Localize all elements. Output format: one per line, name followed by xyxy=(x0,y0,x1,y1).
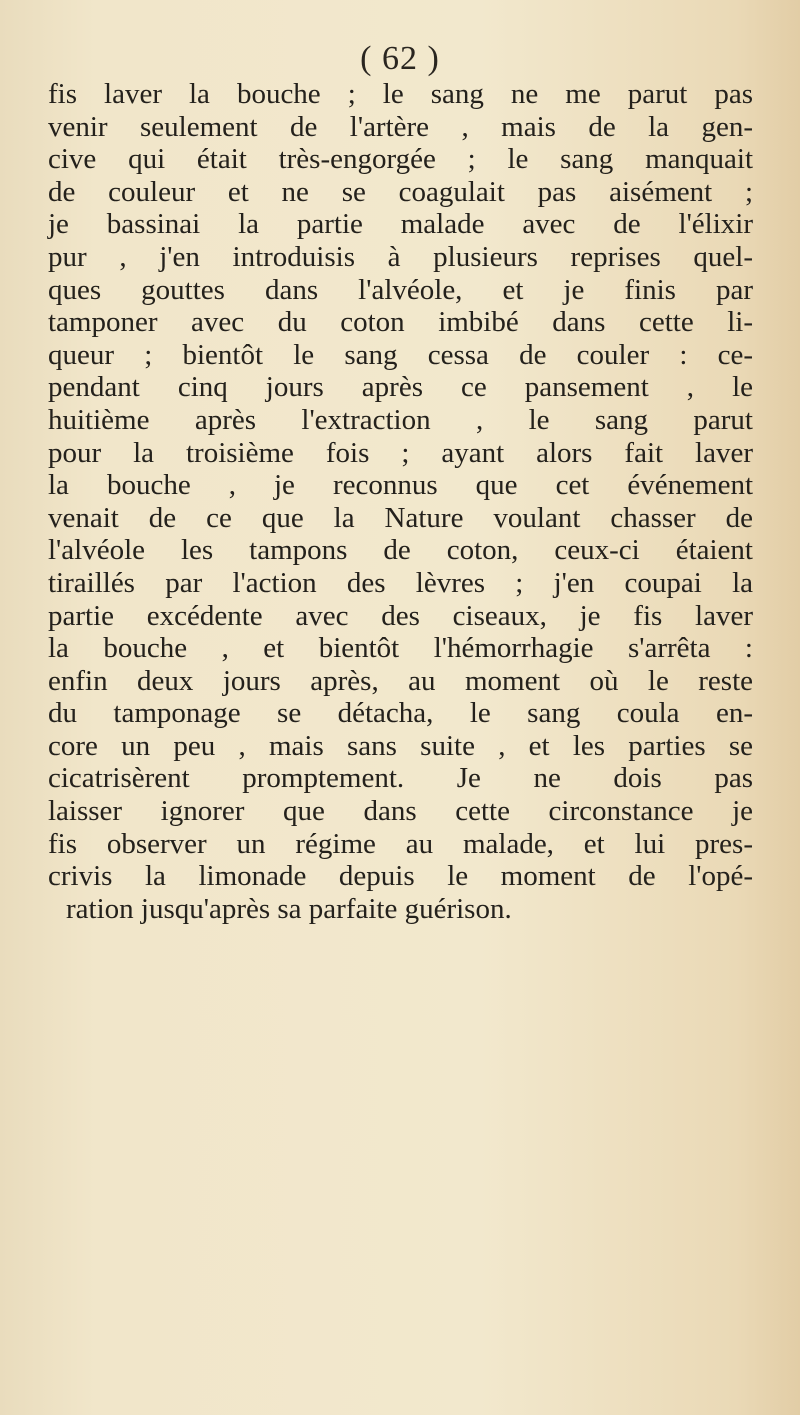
text-line: venir seulement de l'artère , mais de la gen- xyxy=(48,110,753,143)
body-text xyxy=(48,78,753,925)
text-line: ration jusqu'après sa parfaite guérison. xyxy=(66,892,512,925)
text-line: partie excédente avec des ciseaux, je fis laver xyxy=(48,599,753,632)
text-line: tiraillés par l'action des lèvres ; j'en coupai la xyxy=(48,566,753,599)
text-line: pour la troisième fois ; ayant alors fait laver xyxy=(48,436,753,469)
text-line: pur , j'en introduisis à plusieurs reprises quel- xyxy=(48,240,753,273)
text-line: ques gouttes dans l'alvéole, et je finis par xyxy=(48,273,753,306)
page-number: ( 62 ) xyxy=(360,40,440,77)
text-line: l'alvéole les tampons de coton, ceux-ci étaient xyxy=(48,534,753,567)
text-line: je bassinai la partie malade avec de l'élixir xyxy=(48,208,753,241)
text-line: cive qui était très-engorgée ; le sang manquait xyxy=(48,143,753,176)
text-line: enfin deux jours après, au moment où le reste xyxy=(48,664,753,697)
text-line: cicatrisèrent promptement. Je ne dois pas xyxy=(48,762,753,795)
text-line: de couleur et ne se coagulait pas aisément ; xyxy=(48,175,753,208)
text-line: queur ; bientôt le sang cessa de couler : ce- xyxy=(48,338,753,371)
text-line: venait de ce que la Nature voulant chasser de xyxy=(48,501,753,534)
text-line: la bouche , je reconnus que cet événement xyxy=(48,469,753,502)
text-line: crivis la limonade depuis le moment de l'opé- xyxy=(48,860,753,893)
text-line: fis observer un régime au malade, et lui pres- xyxy=(48,827,753,860)
text-line: core un peu , mais sans suite , et les parties se xyxy=(48,729,753,762)
text-line: tamponer avec du coton imbibé dans cette li- xyxy=(48,306,753,339)
text-line: laisser ignorer que dans cette circonstance je xyxy=(48,795,753,828)
text-line: huitième après l'extraction , le sang parut xyxy=(48,403,753,436)
text-line: fis laver la bouche ; le sang ne me parut pas xyxy=(48,78,753,110)
text-line: pendant cinq jours après ce pansement , le xyxy=(48,371,753,404)
text-line: la bouche , et bientôt l'hémorrhagie s'arrêta : xyxy=(48,632,753,665)
text-line: du tamponage se détacha, le sang coula en- xyxy=(48,697,753,730)
